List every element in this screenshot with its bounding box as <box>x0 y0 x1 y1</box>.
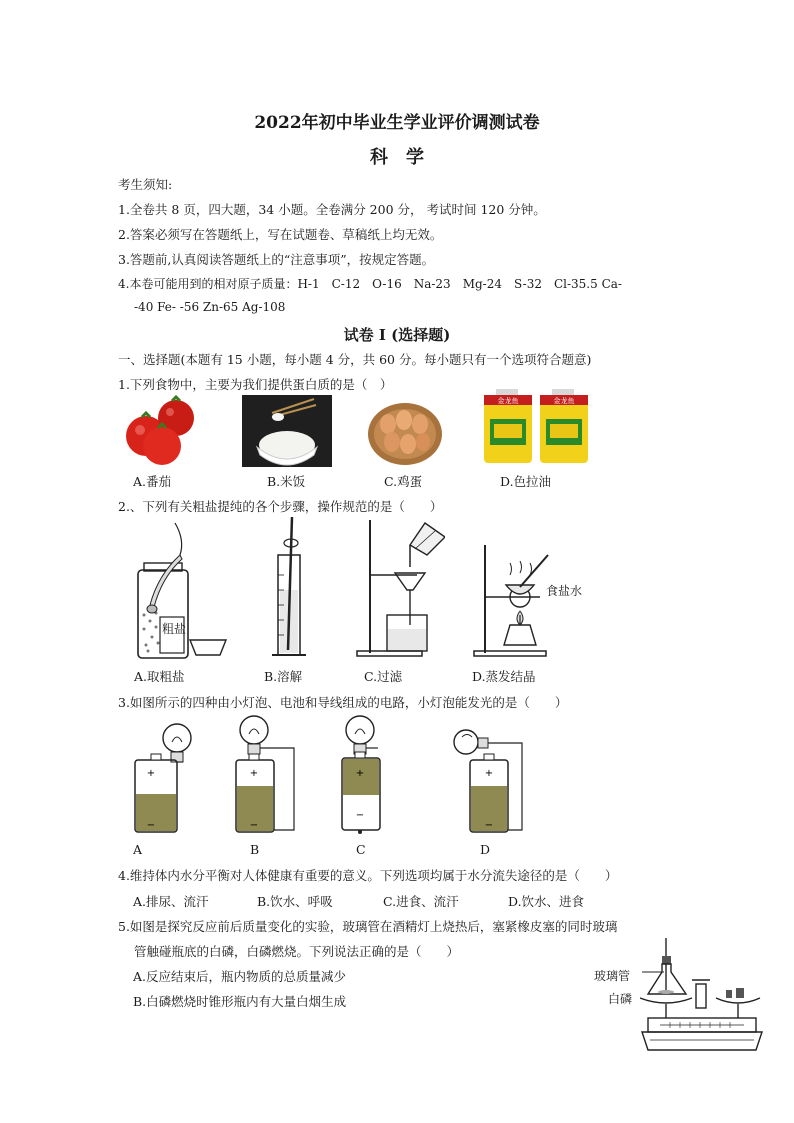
q2-option-a: A.取粗盐 <box>134 669 185 684</box>
q2-option-c: C.过滤 <box>364 669 403 684</box>
q5-option-a: A.反应结束后，瓶内物质的总质量减少 <box>133 969 347 984</box>
circuit-d-minus: − <box>484 820 494 831</box>
q1-option-b: B.米饭 <box>267 474 306 489</box>
q4-option-d: D.饮水、进食 <box>508 894 585 909</box>
notice-item-4-cont: -40 Fe- -56 Zn-65 Ag-108 <box>134 300 286 314</box>
circuit-b-plus: + <box>249 768 259 779</box>
q3-option-b: B <box>250 842 260 857</box>
notice-item-3: 3.答题前,认真阅读答题纸上的“注意事项”，按规定答题。 <box>118 252 435 267</box>
tomato-image <box>118 394 210 466</box>
oil-brand-2: 金龙鱼 <box>553 397 575 405</box>
white-phosphorus-label: 白磷 <box>608 992 633 1006</box>
q1-option-a: A.番茄 <box>133 474 172 489</box>
section-title: 试卷 I (选择题) <box>343 326 451 344</box>
circuit-d <box>448 712 528 834</box>
page-title: 2022年初中毕业生学业评价调测试卷 <box>254 113 540 133</box>
dissolve-figure <box>270 515 310 660</box>
section-instruction: 一、选择题(本题有 15 小题，每小题 4 分，共 60 分。每小题只有一个选项符合题意) <box>118 352 592 367</box>
circuit-a-plus: + <box>146 768 156 779</box>
q4-option-c: C.进食、流汗 <box>383 894 459 909</box>
oil-brand-1: 金龙鱼 <box>497 397 519 405</box>
q2-stem: 2.、下列有关粗盐提纯的各个步骤，操作规范的是（ ） <box>118 499 443 514</box>
q3-option-a: A <box>133 842 143 857</box>
tomato-3 <box>143 427 181 465</box>
q2-option-d: D.蒸发结晶 <box>472 669 536 684</box>
circuit-d-plus: + <box>484 768 494 779</box>
rice-image <box>242 395 332 467</box>
notice-item-4: 4.本卷可能用到的相对原子质量：H-1 C-12 O-16 Na-23 Mg-24 S-32 Cl-35.5 Ca- <box>118 277 622 291</box>
q5-option-b: B.白磷燃烧时锥形瓶内有大量白烟生成 <box>133 994 347 1009</box>
q5-stem-2: 管触碰瓶底的白磷，白磷燃烧。下列说法正确的是（ ） <box>134 944 460 959</box>
balance-figure <box>640 938 764 1056</box>
q4-option-b: B.饮水、呼吸 <box>257 894 333 909</box>
notice-item-1: 1.全卷共 8 页，四大题，34 小题。全卷满分 200 分， 考试时间 120 分钟。 <box>118 202 546 217</box>
filter-figure <box>355 515 445 660</box>
oil-image <box>482 389 590 463</box>
jar-label: 粗盐 <box>162 622 187 636</box>
q1-option-c: C.鸡蛋 <box>384 474 423 489</box>
egg-image <box>366 394 444 466</box>
q4-stem: 4.维持体内水分平衡对人体健康有重要的意义。下列选项均属于水分流失途径的是（ ） <box>118 868 618 883</box>
subject-title: 科 学 <box>370 147 424 168</box>
salt-water-label: 食盐水 <box>546 584 583 598</box>
q1-option-d: D.色拉油 <box>500 474 552 489</box>
circuit-b <box>232 712 302 834</box>
glass-tube-label: 玻璃管 <box>594 969 631 983</box>
circuit-c-plus: + <box>355 768 365 779</box>
circuit-b-minus: − <box>249 820 259 831</box>
take-salt-figure <box>130 515 230 660</box>
circuit-a-minus: − <box>146 820 156 831</box>
q1-stem: 1.下列食物中，主要为我们提供蛋白质的是（ ） <box>118 377 393 392</box>
q3-option-c: C <box>356 842 366 857</box>
circuit-c-minus: − <box>355 810 365 821</box>
circuit-a <box>125 712 200 834</box>
q3-stem: 3.如图所示的四种由小灯泡、电池和导线组成的电路，小灯泡能发光的是（ ） <box>118 695 568 710</box>
q5-stem-1: 5.如图是探究反应前后质量变化的实验，玻璃管在酒精灯上烧热后，塞紧橡皮塞的同时玻璃 <box>118 919 618 934</box>
q4-option-a: A.排尿、流汗 <box>133 894 209 909</box>
q3-option-d: D <box>480 842 491 857</box>
notice-item-2: 2.答案必须写在答题纸上，写在试题卷、草稿纸上均无效。 <box>118 227 443 242</box>
q2-option-b: B.溶解 <box>264 669 303 684</box>
circuit-c <box>338 712 408 834</box>
notice-heading: 考生须知: <box>118 177 173 192</box>
